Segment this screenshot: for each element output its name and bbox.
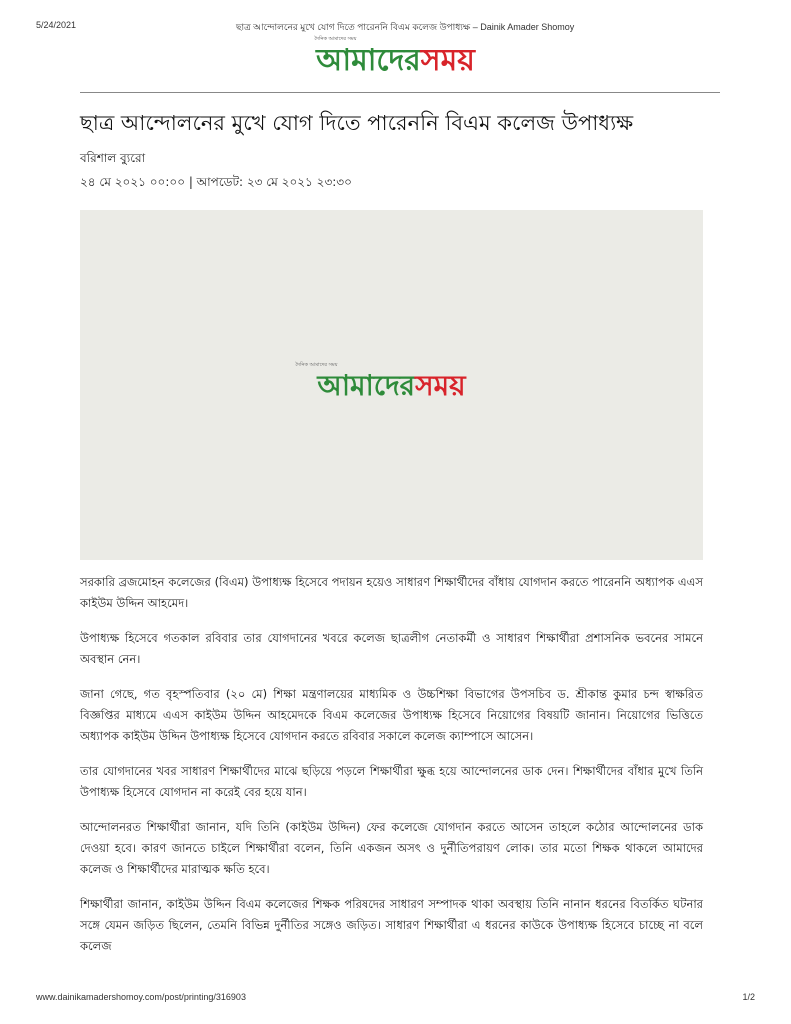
article-paragraph: তার যোগদানের খবর সাধারণ শিক্ষার্থীদের মাঝে ছড়িয়ে পড়লে শিক্ষার্থীরা ক্ষুব্ধ হয়ে আন্দোলনের ডাক দেন। শিক্ষার্থীদের বাঁধার মুখে তিনি উপাধ্যক্ষ হিসেবে যোগদান না করেই বের হয়ে যান। [80,764,703,799]
article-paragraph: সরকারি ব্রজমোহন কলেজের (বিএম) উপাধ্যক্ষ হিসেবে পদায়ন হয়েও সাধারণ শিক্ষার্থীদের বাঁধায় যোগদান করতে পারেননি অধ্যাপক এএস কাইউম উদ্দিন আহমেদ। [80,575,703,610]
image-logo-text-accent: সময় [415,369,466,402]
article-paragraph: জানা গেছে, গত বৃহস্পতিবার (২০ মে) শিক্ষা মন্ত্রণালয়ের মাধ্যমিক ও উচ্চশিক্ষা বিভাগের উপসচিব ড. শ্রীকান্ত কুমার চন্দ স্বাক্ষরিত বিজ্ঞপ্তির মাধ্যমে এএস কাইউম উদ্দিন আহমেদকে বিএম কলেজের উপাধ্যক্ষ হিসেবে নিয়োগের বিষয়টি জানান। নিয়োগের ভিত্তিতে অধ্যাপক কাইউম উদ্দিন উপাধ্যক্ষ হিসেবে যোগদান করতে রবিবার সকালে কলেজ ক্যাম্পাসে আসেন। [80,687,703,743]
print-date: 5/24/2021 [36,20,77,30]
article-body [80,572,703,971]
logo-text-accent: সময় [420,43,475,78]
article-paragraph: শিক্ষার্থীরা জানান, কাইউম উদ্দিন বিএম কলেজের শিক্ষক পরিষদের সাধারণ সম্পাদক থাকা অবস্থায় তিনি নানান ধরনের বিতর্কিত ঘটনার সঙ্গে যেমন জড়িত ছিলেন, তেমনি বিভিন্ন দুর্নীতির সঙ্গেও জড়িত। সাধারণ শিক্ষার্থীরা এ ধরনের কাউকে উপাধ্যক্ষ হিসেবে চাচ্ছে না বলে কলেজ [80,897,703,953]
page-number: 1/2 [742,992,755,1002]
image-logo-tagline: দৈনিক আমাদের সময় [295,362,338,368]
article-paragraph: আন্দোলনরত শিক্ষার্থীরা জানান, যদি তিনি (কাইউম উদ্দিন) ফের কলেজে যোগদান করতে আসেন তাহলে কঠোর আন্দোলনের ডাক দেওয়া হবে। কারণ জানতে চাইলে শিক্ষার্থীরা বলেন, তিনি একজন অসৎ ও দুর্নীতিপরায়ণ লোক। তার মতো শিক্ষক থাকলে আমাদের কলেজ ও শিক্ষার্থীদের মারাত্মক ক্ষতি হবে। [80,820,703,876]
article-dateline: ২৪ মে ২০২১ ০০:০০ | আপডেট: ২৩ মে ২০২১ ২৩:৩০ [80,175,352,189]
logo-tagline: দৈনিক আমাদের সময় [314,36,357,42]
article-headline: ছাত্র আন্দোলনের মুখে যোগ দিতে পারেননি বিএম কলেজ উপাধ্যক্ষ [80,111,634,135]
print-url: www.dainikamadershomoy.com/post/printing/316903 [36,992,246,1002]
image-placeholder-logo [80,362,703,402]
article-byline: বরিশাল ব্যুরো [80,151,146,165]
logo-text-primary: আমাদের [316,43,421,78]
article-image [80,210,703,560]
print-page-title: ছাত্র আন্দোলনের মুখে যোগ দিতে পারেননি বিএম কলেজ উপাধ্যক্ষ – Dainik Amader Shomoy [236,22,575,32]
site-logo[interactable] [0,36,791,78]
article-paragraph: উপাধ্যক্ষ হিসেবে গতকাল রবিবার তার যোগদানের খবরে কলেজ ছাত্রলীগ নেতাকর্মী ও সাধারণ শিক্ষার্থীরা প্রশাসনিক ভবনের সামনে অবস্থান নেন। [80,631,703,666]
header-divider [80,92,720,93]
image-logo-text-primary: আমাদের [317,369,416,402]
